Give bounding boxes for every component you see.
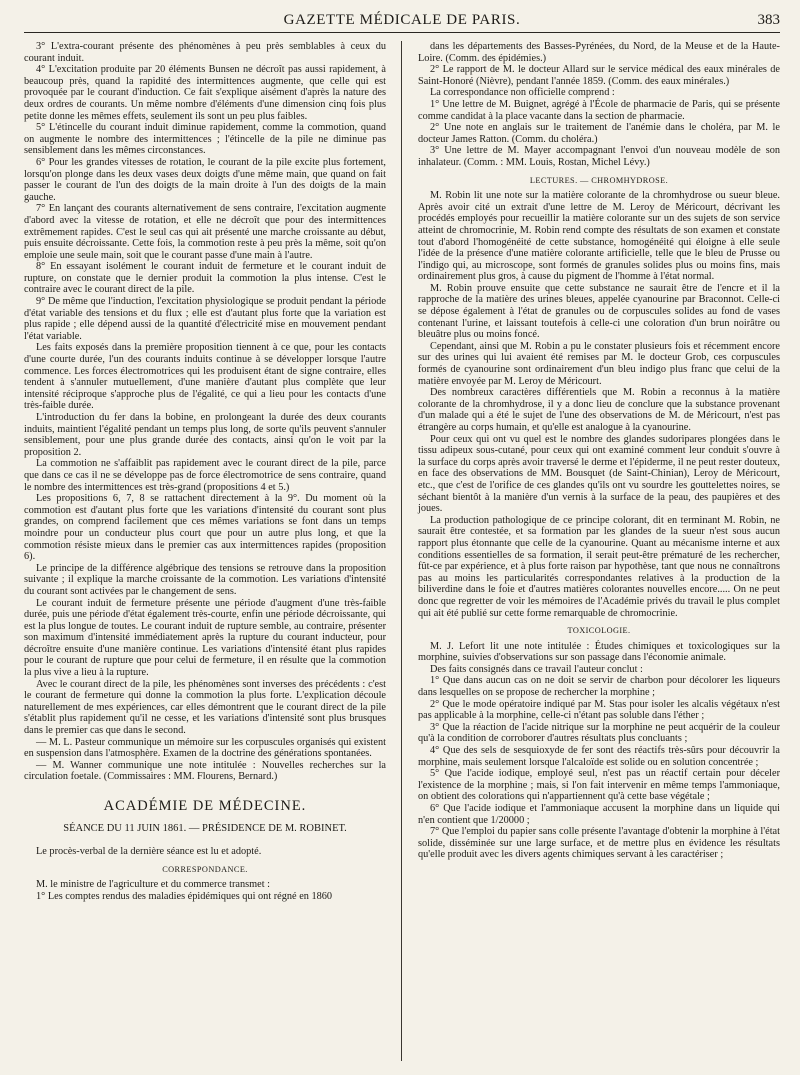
correspondance-paragraphs [24,879,386,902]
page-number: 383 [757,12,780,28]
paragraph: Avec le courant direct de la pile, les phénomènes sont inverses des précédents : c'est le courant de fermeture qui donne la commotion la plus forte. L'explication découle naturellement de mes expériences, car elles démontrent que le courant direct de la pile s'établit plus rapidement qu'il ne cesse, et les variations d'intensité sont plus brusques dans le premier cas que dans le second. [24,678,386,737]
paragraph: 1° Les comptes rendus des maladies épidémiques qui ont régné en 1860 [36,890,333,902]
paragraph: La correspondance non officielle comprend : [430,87,615,99]
paragraph: Les propositions 6, 7, 8 se rattachent directement à la 9°. Du moment où la commotion est d'autant plus forte que les variations d'intensité du courant sont plus grandes, on comprend facilement que ces mêmes variations se font dans un temps moindre pour un conducteur plus court que pour un autre plus long, et que la commotion résiste mieux dans le premier cas aux intermittences rapides (proposition 6). [24,493,386,563]
paragraph: 5° Que l'acide iodique, employé seul, n'est pas un réactif certain pour déceler l'existence de la morphine ; mais, si l'on fait intervenir en même temps l'ammoniaque, on obtient des colorations qui n'appartiennent qu'à cette base végétale ; [418,768,780,803]
chromhydrose-paragraphs [418,190,780,619]
paragraph: 9° De même que l'induction, l'excitation physiologique se produit pendant la période d'état variable des tensions et du flux ; elle est d'autant plus forte que la variation est plus rapide ; elle dépend aussi de la quantité d'électricité mise en mouvement pendant l'état variable. [24,296,386,342]
proces-verbal: Le procès-verbal de la dernière séance est lu et adopté. [36,846,262,858]
page-header [24,12,780,33]
left-column-paragraphs [24,41,386,783]
two-column-body [24,41,780,1061]
right-column-paragraphs [418,41,780,169]
paragraph: 1° Une lettre de M. Buignet, agrégé à l'École de pharmacie de Paris, qui se présente comme candidat à la place vacante dans la section de pharmacie. [418,98,780,122]
paragraph: — M. Wanner communique une note intitulée : Nouvelles recherches sur la circulation foetale. (Commissaires : MM. Flourens, Bernard.) [24,759,386,783]
paragraph: M. Robin lit une note sur la matière colorante de la chromhydrose ou sueur bleue. Après avoir cité un extrait d'une lettre de M. Leroy de Méricourt, décrivant les procédés employés pour recueillir la matière colorante sur un des sujets de son service atteint de chromocrinie, M. Robin rend compte des résultats de son examen et constate tout d'abord l'homogénéité de cette substance, homogénéité qui éloigne à elle seule l'idée de la présence d'une matière colorante artificielle, telle que le bleu de Prusse ou l'indigo qui, au microscope, sont formés de granules solides plus ou moins fins, mais ordinairement plus gros, à cause du pigment de l'homme à l'état normal. [418,190,780,283]
paragraph: La production pathologique de ce principe colorant, dit en terminant M. Robin, ne saurait être contestée, et sa formation par les glandes de la sueur n'est sous aucun rapport plus étonnante que celle de la cyanourine. Quant au mécanisme interne et aux conditions essentielles de sa formation, il serait peut-être prématuré de les rechercher, fût-ce par expérience, et à plus forte raison par hypothèse, tant que nous ne connaîtrons pas au moins les particularités correspondantes relatives à la production de la biliverdine dans le foie et d'autres matières colorantes nouvelles encore..... On ne peut donc que regretter de voir les mémoires de l'Académie privés du travail le plus complet qui ait été publié sur cette forme remarquable de chromocrinie. [418,514,780,619]
lectures-heading: LECTURES. — CHROMHYDROSE. [529,175,669,185]
paragraph: 1° Que dans aucun cas on ne doit se servir de charbon pour décolorer les liqueurs dans lesquelles on se propose de rechercher la morphine ; [418,675,780,699]
paragraph: 7° En lançant des courants alternativement de sens contraire, l'excitation augmente d'abord avec la vitesse de rotation, et elle ne décroît que pour des intermittences extrêmement rapides. C'est le seul cas qui ait présenté une marche croissante au début, puis ensuite décroissante. Cette fois, la commotion reste à peu près la même, soit qu'on emploie une seule main, soit que le courant passe d'une main à l'autre. [24,203,386,261]
paragraph: M. Robin prouve ensuite que cette substance ne saurait être de l'encre et il la rapproche de la matière des urines bleues, appelée cyanourine par Braconnot. Celle-ci se dépose également à l'état de granules ou de corpuscules solides au fond de vases contenant l'urine, et laissant toutefois à celle-ci une coloration d'un brun noirâtre ou bleuâtre plus ou moins foncé. [418,282,780,341]
paragraph: 2° Que le mode opératoire indiqué par M. Stas pour isoler les alcalis végétaux n'est pas applicable à la morphine, celle-ci n'étant pas soluble dans l'éther ; [418,698,780,722]
paragraph: 4° L'excitation produite par 20 éléments Bunsen ne décroît pas aussi rapidement, à beaucoup près, quand la rapidité des intermittences augmente, que celle qui est provoquée par le courant d'induction. Ce fait s'explique aisément d'après la nature des deux ordres de courants. Un même nombre d'éléments d'une dimension cinq fois plus petite donne les mêmes effets, seulement ils sont un peu plus faibles. [24,64,386,122]
paragraph: — M. L. Pasteur communique un mémoire sur les corpuscules organisés qui existent en suspension dans l'atmosphère. Examen de la doctrine des générations spontanées. [24,736,386,760]
paragraph: 4° Que des sels de sesquioxyde de fer sont des réactifs très-sûrs pour découvrir la morphine, mais seulement lorsque l'alcaloïde est solide ou en solution concentrée ; [418,745,780,768]
paragraph: 5° L'étincelle du courant induit diminue rapidement, comme la commotion, quand on augmente le nombre des intermittences ; l'étincelle de la pile ne diminue pas sensiblement dans les mêmes circonstances. [24,122,386,157]
paragraph: 3° Une lettre de M. Mayer accompagnant l'envoi d'un nouveau modèle de son inhalateur. (Comm. : MM. Louis, Rostan, Michel Lévy.) [418,145,780,168]
paragraph: Le courant induit de fermeture présente une période d'augment d'une très-faible durée, puis une période d'état également très-courte, enfin une période décroissante, qui est la plus longue de toutes. Le courant induit de rupture semble, au contraire, présenter son maximum d'intensité immédiatement après la rupture du courant inducteur, pour décroître ensuite d'une manière continue. Les variations d'intensité étant plus rapides pour le courant de rupture que pour celui de fermeture, il en résulte que la commotion la plus vive a lieu à la rupture. [24,597,386,679]
paragraph: 2° Le rapport de M. le docteur Allard sur le service médical des eaux minérales de Saint-Honoré (Nièvre), pendant l'année 1859. (Comm. des eaux minérales.) [418,64,780,87]
paragraph: 3° Que la réaction de l'acide nitrique sur la morphine ne peut acquérir de la couleur qu'à la condition de corroborer d'autres résultats plus concluants ; [418,721,780,745]
toxicologie-heading: TOXICOLOGIE. [567,626,631,636]
paragraph: 6° Pour les grandes vitesses de rotation, le courant de la pile excite plus fortement, lorsqu'on plonge dans les deux vases deux doigts d'une même main, que quand on fait passer le courant de l'un des doigts de la main droite à l'un des doigts de la main gauche. [24,156,386,203]
paragraph: M. le ministre de l'agriculture et du commerce transmet : [36,879,271,891]
paragraph: M. J. Lefort lit une note intitulée : Études chimiques et toxicologiques sur la morphine, suivies d'observations sur son passage dans l'économie animale. [418,640,780,664]
paragraph: 3° L'extra-courant présente des phénomènes à peu près semblables à ceux du courant induit. [24,41,386,64]
paragraph: L'introduction du fer dans la bobine, en prolongeant la durée des deux courants induits, maintient l'égalité pendant un temps plus long, de sorte qu'ils peuvent s'annuler sensiblement, pour une plus grande durée des contacts, ainsi qu'on le voit par la proposition 2. [24,412,386,458]
paragraph: Les faits exposés dans la première proposition tiennent à ce que, pour les contacts d'une courte durée, l'un des courants induits continue à se développer lorsque l'autre commence. Les forces électromotrices qui les produisent étant de signe contraire, elles tendent à s'annuler mutuellement, d'une manière d'autant plus complète que leur intensité réciproque s'approche plus de l'égalité, ce qui a lieu pour les contacts d'une très-faible durée. [24,342,386,412]
paragraph: Le principe de la différence algébrique des tensions se retrouve dans la proposition suivante ; il explique la marche croissante de la commotion. Les variations d'intensité du courant sont activées par le changement de sens. [24,562,386,597]
correspondance-heading: CORRESPONDANCE. [162,864,248,874]
column-divider [401,41,402,1061]
paragraph: Cependant, ainsi que M. Robin a pu le constater plusieurs fois et récemment encore sur des urines qui lui avaient été remises par M. le docteur Grob, ces corpuscules formés de cyanourine sont ordinairement d'un bleu indigo plus franc que celui de la matière envoyée par M. Leroy de Méricourt. [418,340,780,387]
left-column [24,41,386,903]
paragraph: 8° En essayant isolément le courant induit de fermeture et le courant induit de rupture, on constate que le dernier produit la commotion la plus intense. C'est le contraire avec le courant direct de la pile. [24,261,386,296]
paragraph: Pour ceux qui ont vu quel est le nombre des glandes sudoripares plongées dans le tissu adipeux sous-cutané, pour ceux qui ont examiné comment leur conduit s'ouvre à la surface du corps après avoir traversé le derme et l'épiderme, il ne peut rester douteux, en face des observations de MM. Bousquet (de Saint-Chinian), Leroy de Méricourt, etc., que c'est de l'orifice de ces glandes qu'ils ont vu sourdre les gouttelettes noires, se séchant bientôt à la manière d'un vernis à la surface de la peau, des paupières et des joues. [418,433,780,515]
running-title: GAZETTE MÉDICALE DE PARIS. [283,12,521,28]
paragraph: 7° Que l'emploi du papier sans colle présente l'avantage d'obtenir la morphine à l'état solide, disséminée sur une large surface, et de mettre plus en évidence les résultats qu'elle produit avec les divers agents chimiques servant à les caractériser ; [418,826,780,861]
paragraph: Des faits consignés dans ce travail l'auteur conclut : [430,663,643,675]
paragraph: 2° Une note en anglais sur le traitement de l'anémie dans le choléra, par M. le docteur James Ratton. (Comm. du choléra.) [418,122,780,145]
academy-heading: ACADÉMIE DE MÉDECINE. [103,798,307,814]
paragraph: La commotion ne s'affaiblit pas rapidement avec le courant direct de la pile, parce que dans ce cas il ne se développe pas de force électromotrice de sens contraire, quand le nombre des intermittences est très-grand (propositions 4 et 5.) [24,458,386,493]
paragraph: dans les départements des Basses-Pyrénées, du Nord, de la Meuse et de la Haute-Loire. (Comm. des épidémies.) [418,41,780,64]
paragraph: Des nombreux caractères différentiels que M. Robin a reconnus à la matière colorante de la chromhydrose, il y a donc lieu de conclure que la substance provenant d'un malade qui a été le sujet de l'une des observations de M. de Méricourt, n'est pas étrangère au corps humain, et qu'elle est analogue à la cyanourine. [418,387,780,433]
paragraph: 6° Que l'acide iodique et l'ammoniaque accusent la morphine dans un liquide qui n'en contient que 1/20000 ; [418,803,780,826]
right-column [418,41,780,861]
session-heading: SÉANCE DU 11 JUIN 1861. — PRÉSIDENCE DE M. ROBINET. [63,822,347,834]
toxicologie-paragraphs [418,641,780,861]
